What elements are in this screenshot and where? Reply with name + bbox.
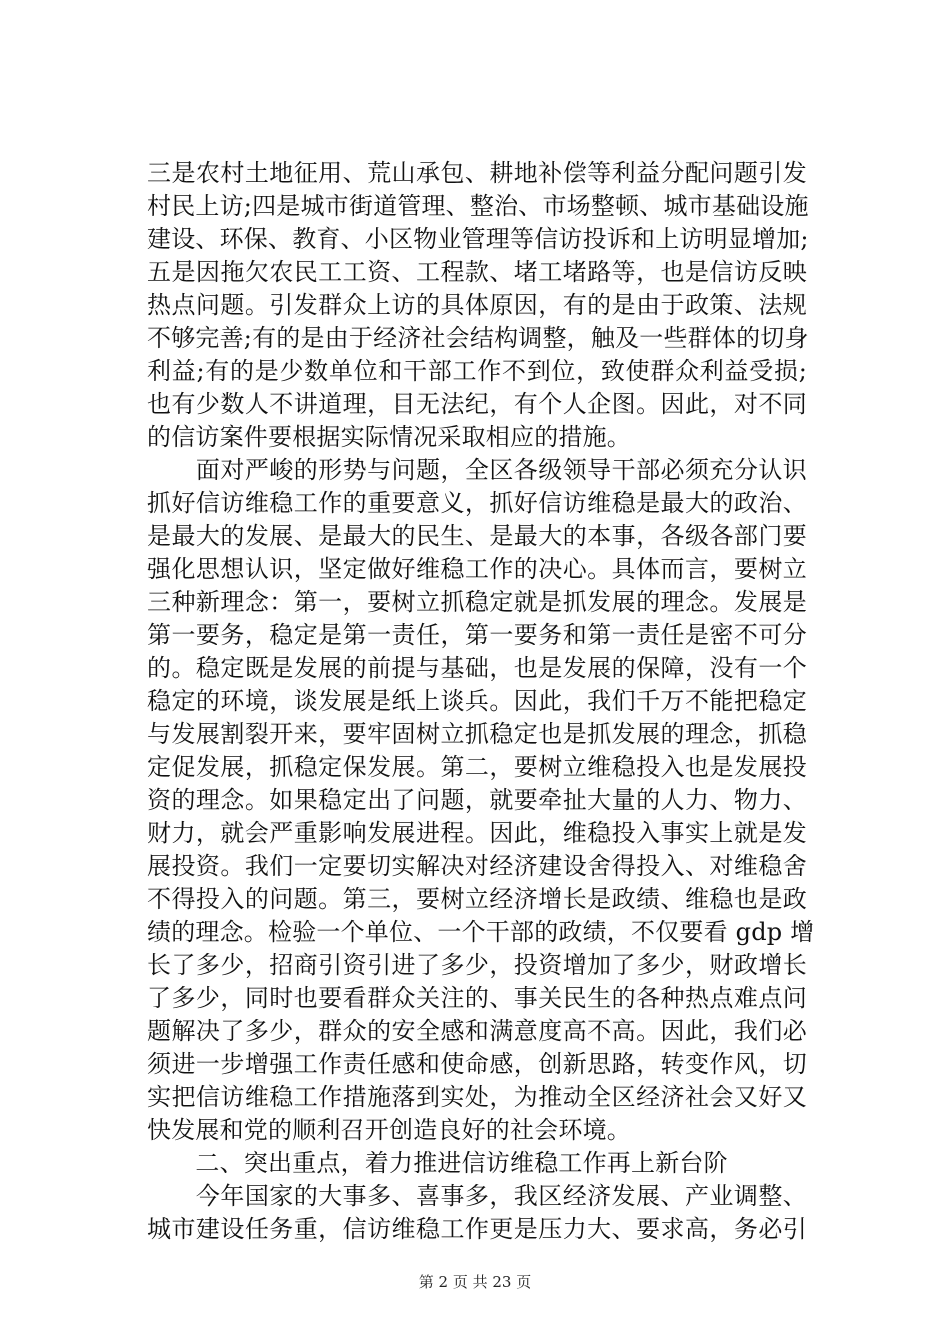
text-line: 强化思想认识，坚定做好维稳工作的决心。具体而言，要树立 xyxy=(147,555,807,583)
text-line: 不得投入的问题。第三，要树立经济增长是政绩、维稳也是政 xyxy=(147,885,807,913)
text-line: 面对严峻的形势与问题，全区各级领导干部必须充分认识 xyxy=(147,456,807,484)
text-line: 不够完善;有的是由于经济社会结构调整，触及一些群体的切身 xyxy=(147,324,809,352)
text-line: 第一要务，稳定是第一责任，第一要务和第一责任是密不可分 xyxy=(147,621,807,649)
text-line: 的信访案件要根据实际情况采取相应的措施。 xyxy=(147,423,631,451)
text-line: 资的理念。如果稳定出了问题，就要牵扯大量的人力、物力、 xyxy=(147,786,807,814)
text-line: 的。稳定既是发展的前提与基础，也是发展的保障，没有一个 xyxy=(147,654,807,682)
text-line: 热点问题。引发群众上访的具体原因，有的是由于政策、法规 xyxy=(147,291,807,319)
text-line: 展投资。我们一定要切实解决对经济建设舍得投入、对维稳舍 xyxy=(147,852,807,880)
text-line: 抓好信访维稳工作的重要意义，抓好信访维稳是最大的政治、 xyxy=(147,489,807,517)
text-line: 利益;有的是少数单位和干部工作不到位，致使群众利益受损; xyxy=(147,357,807,385)
text-line: 与发展割裂开来，要牢固树立抓稳定也是抓发展的理念，抓稳 xyxy=(147,720,807,748)
text-line: 绩的理念。检验一个单位、一个干部的政绩，不仅要看 gdp 增 xyxy=(147,918,815,946)
text-line: 长了多少，招商引资引进了多少，投资增加了多少，财政增长 xyxy=(147,951,807,979)
text-line: 二、突出重点，着力推进信访维稳工作再上新台阶 xyxy=(147,1149,728,1177)
text-line: 题解决了多少，群众的安全感和满意度高不高。因此，我们必 xyxy=(147,1017,807,1045)
text-line: 五是因拖欠农民工工资、工程款、堵工堵路等，也是信访反映 xyxy=(147,258,807,286)
text-line: 是最大的发展、是最大的民生、是最大的本事，各级各部门要 xyxy=(147,522,807,550)
text-line: 了多少，同时也要看群众关注的、事关民生的各种热点难点问 xyxy=(147,984,807,1012)
text-line: 须进一步增强工作责任感和使命感，创新思路，转变作风，切 xyxy=(147,1050,807,1078)
text-line: 建设、环保、教育、小区物业管理等信访投诉和上访明显增加; xyxy=(147,225,809,253)
body-text xyxy=(147,157,815,1246)
text-line: 也有少数人不讲道理，目无法纪，有个人企图。因此，对不同 xyxy=(147,390,807,418)
text-line: 三是农村土地征用、荒山承包、耕地补偿等利益分配问题引发 xyxy=(147,159,807,187)
text-line: 稳定的环境，谈发展是纸上谈兵。因此，我们千万不能把稳定 xyxy=(147,687,807,715)
text-line: 城市建设任务重，信访维稳工作更是压力大、要求高，务必引 xyxy=(147,1215,807,1243)
text-line: 实把信访维稳工作措施落到实处，为推动全区经济社会又好又 xyxy=(147,1083,807,1111)
text-line: 三种新理念：第一，要树立抓稳定就是抓发展的理念。发展是 xyxy=(147,588,807,616)
text-line: 财力，就会严重影响发展进程。因此，维稳投入事实上就是发 xyxy=(147,819,807,847)
text-line: 定促发展，抓稳定保发展。第二，要树立维稳投入也是发展投 xyxy=(147,753,807,781)
text-line: 村民上访;四是城市街道管理、整治、市场整顿、城市基础设施 xyxy=(147,192,809,220)
text-line: 快发展和党的顺利召开创造良好的社会环境。 xyxy=(147,1116,631,1144)
text-line: 今年国家的大事多、喜事多，我区经济发展、产业调整、 xyxy=(147,1182,807,1210)
page-footer: 第 2 页 共 23 页 xyxy=(418,1273,532,1291)
